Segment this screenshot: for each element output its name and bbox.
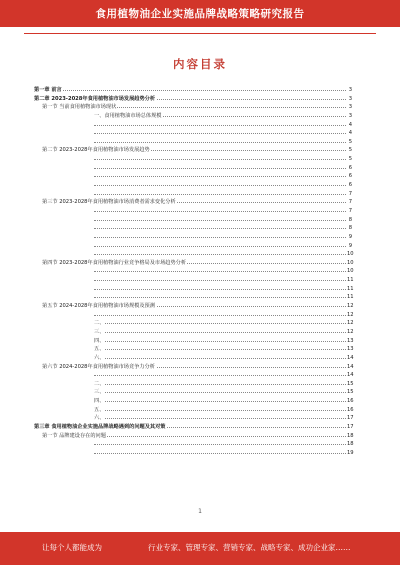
toc-entry-page: 4	[348, 130, 352, 137]
toc-entry-label: 第二节 2023-2028年食用植物油市场发展趋势	[42, 147, 150, 154]
toc-entry[interactable]	[34, 363, 352, 372]
footer-slogan-right: 行业专家、管理专家、营销专家、战略专家、成功企业家……	[148, 543, 351, 552]
toc-entry-label: 二、	[94, 380, 105, 387]
toc-entry-page: 8	[348, 225, 352, 232]
toc-entry-page: 10	[347, 251, 354, 258]
toc-leader-dots	[94, 418, 346, 419]
toc-entry-page: 3	[348, 104, 352, 111]
toc-entry[interactable]	[34, 95, 352, 104]
toc-entry[interactable]	[34, 242, 352, 251]
toc-entry[interactable]	[34, 103, 352, 112]
toc-entry-page: 5	[348, 156, 352, 163]
toc-entry-page: 14	[347, 354, 354, 361]
toc-leader-dots	[94, 142, 346, 143]
toc-leader-dots	[34, 90, 346, 91]
toc-leader-dots	[94, 297, 346, 298]
toc-entry[interactable]	[34, 224, 352, 233]
toc-leader-dots	[94, 125, 346, 126]
toc-entry-page: 10	[347, 268, 354, 275]
toc-entry-label: 第四节 2023-2028年食用植物油行业竞争格局及市场趋势分析	[42, 259, 187, 266]
toc-leader-dots	[94, 271, 346, 272]
toc-entry[interactable]	[34, 293, 352, 302]
toc-entry-page: 3	[348, 95, 352, 102]
toc-leader-dots	[94, 237, 346, 238]
toc-entry-page: 13	[347, 337, 354, 344]
toc-entry[interactable]	[34, 198, 352, 207]
toc-entry-label: 一、食用植物油市场总体规模	[94, 112, 162, 119]
toc-leader-dots	[94, 280, 346, 281]
toc-entry[interactable]	[34, 319, 352, 328]
toc-leader-dots	[94, 332, 346, 333]
toc-entry-page: 16	[347, 406, 354, 413]
toc-entry[interactable]	[34, 155, 352, 164]
toc-entry-label: 第五节 2024-2028年食用植物油市场规模及预测	[42, 303, 155, 310]
toc-entry[interactable]	[34, 216, 352, 225]
toc-entry-page: 11	[347, 294, 354, 301]
toc-leader-dots	[94, 392, 346, 393]
toc-entry-page: 14	[347, 372, 354, 379]
toc-leader-dots	[94, 358, 346, 359]
toc-entry[interactable]	[34, 190, 352, 199]
toc-entry-label: 第六节 2024-2028年食用植物油市场竞争力分析	[42, 363, 155, 370]
toc-entry[interactable]	[34, 233, 352, 242]
toc-entry[interactable]	[34, 250, 352, 259]
toc-entry-page: 6	[348, 173, 352, 180]
toc-leader-dots	[94, 341, 346, 342]
toc-leader-dots	[94, 194, 346, 195]
toc-entry[interactable]	[34, 207, 352, 216]
toc-entry-page: 5	[348, 138, 352, 145]
toc-entry-label: 二、	[94, 320, 105, 327]
toc-entry[interactable]	[34, 406, 352, 415]
toc-entry[interactable]	[34, 138, 352, 147]
toc-leader-dots	[94, 384, 346, 385]
toc-entry-page: 19	[347, 449, 354, 456]
header-divider	[24, 33, 376, 34]
toc-leader-dots	[94, 410, 346, 411]
toc-entry-label: 四、	[94, 398, 105, 405]
toc-entry-page: 12	[347, 320, 354, 327]
toc-entry-page: 13	[347, 346, 354, 353]
toc-entry-label: 第二章 2023-2028年食用植物油市场发展趋势分析	[34, 95, 156, 102]
toc-entry-page: 4	[348, 121, 352, 128]
toc-leader-dots	[94, 176, 346, 177]
toc-entry[interactable]	[34, 449, 352, 458]
toc-entry[interactable]	[34, 311, 352, 320]
toc-entry[interactable]	[34, 302, 352, 311]
toc-entry[interactable]	[34, 112, 352, 121]
toc-entry[interactable]	[34, 440, 352, 449]
toc-leader-dots	[94, 375, 346, 376]
toc-entry[interactable]	[34, 285, 352, 294]
toc-entry[interactable]	[34, 181, 352, 190]
toc-entry-page: 8	[348, 216, 352, 223]
toc-leader-dots	[94, 168, 346, 169]
toc-entry-page: 17	[347, 423, 354, 430]
toc-entry[interactable]	[34, 328, 352, 337]
toc-leader-dots	[94, 315, 346, 316]
toc-entry[interactable]	[34, 267, 352, 276]
toc-leader-dots	[94, 211, 346, 212]
toc-entry-page: 11	[347, 277, 354, 284]
toc-entry-page: 3	[348, 87, 352, 93]
toc-entry-label: 第一节 品牌建设存在的问题	[42, 432, 106, 439]
toc-entry[interactable]	[34, 397, 352, 406]
toc-entry-page: 18	[347, 432, 354, 439]
toc-entry-page: 6	[348, 182, 352, 189]
toc-entry[interactable]	[34, 164, 352, 173]
toc-entry-page: 9	[348, 233, 352, 240]
toc-entry-page: 3	[348, 112, 352, 119]
toc-entry-page: 12	[347, 328, 354, 335]
toc-entry-page: 10	[347, 259, 354, 266]
toc-leader-dots	[94, 133, 346, 134]
toc-entry-page: 18	[347, 441, 354, 448]
toc-entry[interactable]	[34, 354, 352, 363]
toc-entry-page: 9	[348, 242, 352, 249]
toc-entry-page: 15	[347, 389, 354, 396]
toc-leader-dots	[94, 246, 346, 247]
toc-entry-page: 7	[348, 199, 352, 206]
toc-entry-page: 17	[347, 415, 354, 422]
toc-entry[interactable]	[34, 146, 352, 155]
toc-entry-page: 6	[348, 164, 352, 171]
toc-leader-dots	[94, 444, 346, 445]
toc-entry[interactable]	[34, 129, 352, 138]
footer-slogan-left: 让每个人都能成为	[42, 543, 102, 552]
toc-entry-label: 五、	[94, 406, 105, 413]
toc-entry-page: 7	[348, 190, 352, 197]
report-title: 食用植物油企业实施品牌战略策略研究报告	[95, 8, 305, 20]
toc-leader-dots	[94, 228, 346, 229]
toc-entry[interactable]	[34, 172, 352, 181]
toc-leader-dots	[94, 185, 346, 186]
toc-leader-dots	[94, 401, 346, 402]
toc-entry-label: 五、	[94, 346, 105, 353]
toc-entry-page: 12	[347, 311, 354, 318]
toc-leader-dots	[94, 289, 346, 290]
page-number: 1	[198, 508, 202, 515]
toc-entry[interactable]	[34, 423, 352, 432]
toc-entry[interactable]	[34, 86, 352, 95]
toc-leader-dots	[94, 254, 346, 255]
toc-entry[interactable]	[34, 337, 352, 346]
toc-entry[interactable]	[34, 259, 352, 268]
toc-entry-page: 11	[347, 285, 354, 292]
toc-entry[interactable]	[34, 380, 352, 389]
toc-entry[interactable]	[34, 345, 352, 354]
toc-entry-label: 第三章 食用植物油企业实施品牌战略遇到的问题及其对策	[34, 423, 166, 430]
report-header-bar	[0, 0, 400, 27]
toc-leader-dots	[94, 323, 346, 324]
toc-leader-dots	[94, 453, 346, 454]
toc-entry-page: 15	[347, 380, 354, 387]
footer-bar	[0, 532, 400, 565]
toc-entry-label: 六、	[94, 354, 105, 361]
toc-entry[interactable]	[34, 388, 352, 397]
toc-entry-page: 14	[347, 363, 354, 370]
toc-entry[interactable]	[34, 432, 352, 441]
toc-leader-dots	[94, 220, 346, 221]
toc-leader-dots	[94, 349, 346, 350]
toc-entry[interactable]	[34, 276, 352, 285]
toc-entry-label: 六、	[94, 415, 105, 422]
toc-entry[interactable]	[34, 121, 352, 130]
table-of-contents	[34, 86, 352, 458]
toc-entry-label: 三、	[94, 389, 105, 396]
toc-entry-page: 16	[347, 398, 354, 405]
toc-entry-label: 四、	[94, 337, 105, 344]
toc-entry[interactable]	[34, 371, 352, 380]
toc-entry-label: 第一节 当前食用植物油市场现状	[42, 104, 117, 111]
toc-entry-label: 第三节 2023-2028年食用植物油市场消费者需求变化分析	[42, 199, 176, 206]
toc-entry-label: 第一章 前言	[34, 87, 62, 93]
toc-entry-page: 12	[347, 303, 354, 310]
toc-entry[interactable]	[34, 414, 352, 423]
toc-title: 内容目录	[173, 57, 227, 71]
toc-leader-dots	[94, 159, 346, 160]
toc-entry-label: 三、	[94, 328, 105, 335]
toc-entry-page: 7	[348, 207, 352, 214]
toc-entry-page: 5	[348, 147, 352, 154]
